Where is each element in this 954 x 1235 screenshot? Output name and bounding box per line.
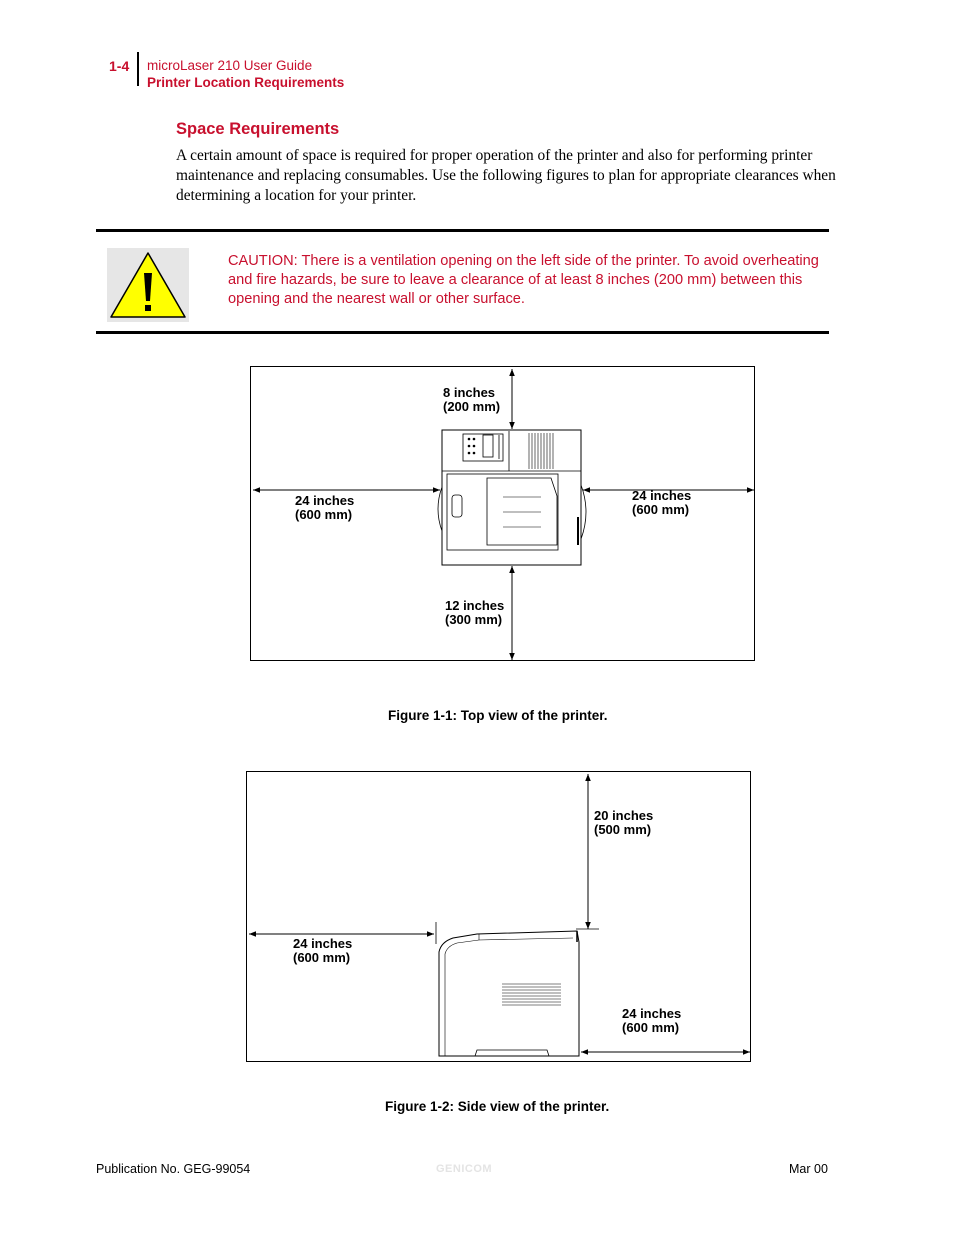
publication-date: Mar 00 (789, 1162, 828, 1176)
caution-text: CAUTION: There is a ventilation opening on the left side of the printer. To avoid overheating and fire hazards, be sure to leave a clearance of at least 8 inches (200 mm) between this opening and the nearest wall or other surface. (228, 253, 819, 307)
section-name: Printer Location Requirements (147, 75, 345, 90)
fig1-top-dimension: 8 inches (200 mm) (443, 385, 501, 414)
intro-paragraph: A certain amount of space is required for proper operation of the printer and also for performing printer maintenance and replacing consumables. Use the following figures to plan for appropriate clearances when determining a location for your printer. (176, 147, 836, 204)
brand-watermark: GENICOM (436, 1163, 493, 1175)
fig2-left-dimension: 24 inches (600 mm) (293, 936, 353, 965)
figure-2-caption: Figure 1-2: Side view of the printer. (385, 1099, 610, 1114)
warning-icon-box (107, 248, 189, 322)
guide-title: microLaser 210 User Guide (147, 58, 313, 73)
fig1-left-dimension: 24 inches (600 mm) (295, 493, 355, 522)
fig1-bottom-dimension: 12 inches (300 mm) (445, 598, 505, 627)
section-title: Space Requirements (176, 120, 340, 138)
fig2-right-dimension: 24 inches (600 mm) (622, 1006, 682, 1035)
fig1-right-dimension: 24 inches (600 mm) (632, 488, 692, 517)
caution-bottom-rule (96, 331, 829, 334)
header-divider (137, 52, 139, 86)
warning-triangle-icon (107, 248, 189, 322)
figure-1-caption: Figure 1-1: Top view of the printer. (388, 708, 608, 723)
publication-number: Publication No. GEG-99054 (96, 1162, 251, 1176)
caution-top-rule (96, 229, 829, 232)
fig2-top-dimension: 20 inches (500 mm) (594, 808, 654, 837)
page-number: 1-4 (109, 58, 130, 74)
